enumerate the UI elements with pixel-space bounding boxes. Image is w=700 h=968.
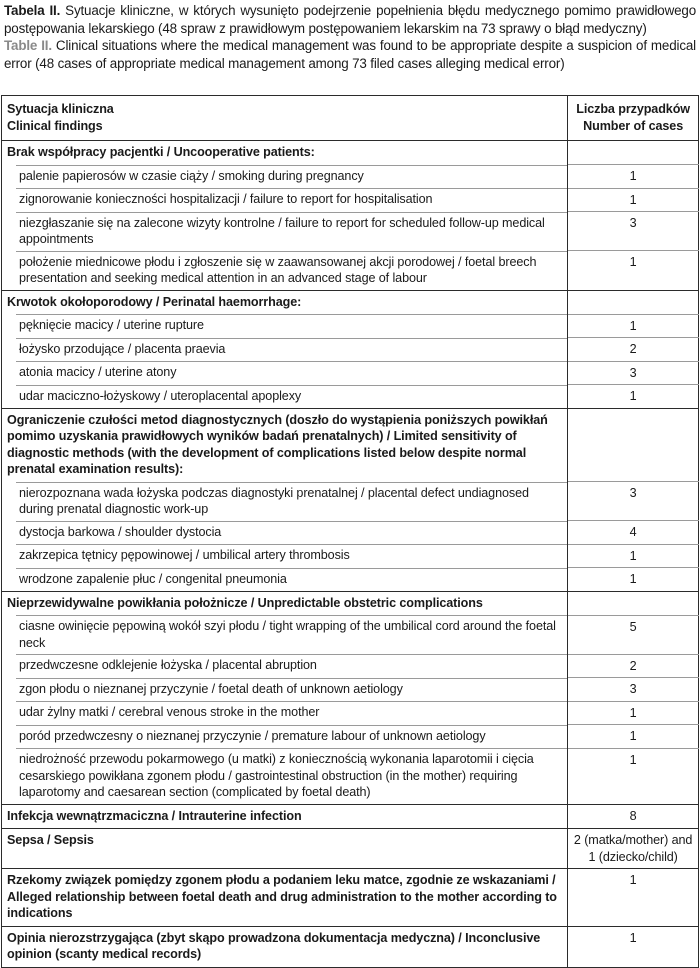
group-count: 8 (629, 808, 637, 823)
finding-label: niezgłaszanie się na zalecone wizyty kontrolne / failure to report for scheduled follow-up medical appointments (19, 215, 545, 246)
case-count: 3 (629, 216, 637, 230)
group-count-cell (568, 408, 699, 482)
finding-cell (2, 544, 568, 568)
table-row (2, 165, 699, 189)
caption-polish-label: Tabela II. (4, 3, 61, 18)
finding-cell (2, 385, 568, 409)
table-row (2, 521, 699, 545)
finding-cell (2, 212, 568, 251)
finding-label: zakrzepica tętnicy pępowinowej / umbilical artery thrombosis (19, 548, 350, 562)
group-title: Rzekomy związek pomiędzy zgonem płodu a podaniem leku matce, zgodnie ze wskazaniami / Alleged relationship between foetal death and drug administration to the mother according to indications (7, 873, 557, 920)
finding-label: dystocja barkowa / shoulder dystocia (19, 524, 222, 539)
finding-cell (2, 251, 568, 291)
group-row (2, 290, 699, 314)
finding-cell (2, 568, 568, 592)
group-title-cell (2, 926, 568, 967)
clinical-findings-table (1, 95, 699, 968)
case-count: 2 (629, 342, 637, 356)
finding-cell (2, 748, 568, 804)
case-count-cell (568, 544, 699, 568)
finding-label: zignorowanie konieczności hospitalizacji / failure to report for hospitalisation (19, 192, 433, 206)
case-count-cell (568, 748, 699, 804)
case-count-cell (568, 338, 699, 362)
finding-label: ciasne owinięcie pępowiną wokół szyi płodu / tight wrapping of the umbilical cord around the foetal neck (19, 619, 556, 650)
group-title: Nieprzewidywalne powikłania położnicze / Unpredictable obstetric complications (7, 595, 483, 610)
caption-english (4, 37, 696, 72)
finding-cell (2, 701, 568, 725)
case-count-cell (568, 188, 699, 212)
table-row (2, 748, 699, 804)
case-count: 1 (629, 729, 637, 743)
case-count: 5 (629, 619, 637, 634)
case-count-cell (568, 165, 699, 189)
group-row (2, 829, 699, 869)
case-count-cell (568, 521, 699, 545)
finding-label: palenie papierosów w czasie ciąży / smoking during pregnancy (19, 168, 364, 183)
case-count: 3 (629, 365, 637, 380)
group-title-cell (2, 869, 568, 927)
table-row (2, 361, 699, 385)
case-count: 2 (629, 658, 637, 673)
finding-cell (2, 521, 568, 545)
table-row (2, 544, 699, 568)
table-row (2, 725, 699, 749)
table-row (2, 314, 699, 338)
group-count: 2 (matka/mother) and 1 (dziecko/child) (573, 833, 693, 864)
group-row (2, 591, 699, 615)
group-count (568, 592, 698, 598)
case-count-cell (568, 654, 699, 678)
table-body (2, 141, 699, 968)
group-title-cell (2, 591, 568, 615)
group-row (2, 869, 699, 927)
group-count-cell (568, 290, 699, 314)
case-count-cell (568, 678, 699, 702)
finding-cell (2, 482, 568, 521)
case-count-cell (568, 725, 699, 749)
group-title-cell (2, 290, 568, 314)
finding-cell (2, 314, 568, 338)
finding-cell (2, 678, 568, 702)
group-count (568, 409, 698, 415)
group-title: Sepsa / Sepsis (7, 833, 94, 847)
group-title: Infekcja wewnątrzmaciczna / Intrauterine infection (7, 808, 302, 823)
table-row (2, 568, 699, 592)
table-row (2, 701, 699, 725)
case-count-cell (568, 361, 699, 385)
header-col1-polish: Sytuacja kliniczna (7, 102, 114, 116)
group-row (2, 408, 699, 482)
finding-label: zgon płodu o nieznanej przyczynie / foetal death of unknown aetiology (19, 681, 403, 696)
finding-label: pęknięcie macicy / uterine rupture (19, 318, 204, 332)
group-count: 1 (629, 873, 637, 887)
finding-label: poród przedwczesny o nieznanej przyczynie / premature labour of unknown aetiology (19, 728, 486, 743)
table-caption (0, 0, 700, 72)
table-row (2, 482, 699, 521)
case-count-cell (568, 212, 699, 251)
finding-label: położenie miednicowe płodu i zgłoszenie się w zaawansowanej akcji porodowej / foetal breech presentation and seeking medical attention in an advanced stage of labour (19, 254, 537, 285)
finding-label: przedwczesne odklejenie łożyska / placental abruption (19, 658, 317, 672)
case-count: 1 (629, 705, 637, 720)
table-row (2, 654, 699, 678)
group-row (2, 926, 699, 967)
case-count-cell (568, 701, 699, 725)
case-count: 4 (629, 525, 637, 539)
group-count-cell (568, 141, 699, 165)
finding-label: wrodzone zapalenie płuc / congenital pneumonia (19, 571, 287, 586)
case-count: 1 (629, 169, 637, 183)
caption-polish-text: Sytuacje kliniczne, w których wysunięto podejrzenie popełnienia błędu medycznego pomimo prawidłowego postępowania lekarskiego (48 spraw z prawidłowym postępowaniem lekarskim na 73 sprawy o błąd medyczny) (4, 3, 696, 36)
finding-cell (2, 338, 568, 362)
group-count-cell (568, 829, 699, 869)
finding-label: atonia macicy / uterine atony (19, 365, 177, 379)
table-row (2, 615, 699, 654)
header-clinical-findings (2, 96, 568, 141)
case-count: 1 (629, 255, 637, 269)
group-count-cell (568, 869, 699, 927)
group-title: Opinia nierozstrzygająca (zbyt skąpo prowadzona dokumentacja medyczna) / Inconclusive opinion (scanty medical records) (7, 930, 541, 961)
group-title: Brak współpracy pacjentki / Uncooperative patients: (7, 145, 315, 159)
caption-english-label: Table II. (4, 38, 52, 53)
finding-label: udar maciczno-łożyskowy / uteroplacental apoplexy (19, 388, 302, 403)
header-col2-english: Number of cases (583, 118, 684, 133)
group-title-cell (2, 829, 568, 869)
finding-cell (2, 725, 568, 749)
table-row (2, 338, 699, 362)
finding-label: niedrożność przewodu pokarmowego (u matki) z koniecznością wykonania laparotomii i cięcia cesarskiego powikłana zgonem płodu / gastrointestinal obstruction (in the mother) requiring laparotomy and caesarean section (complicated by foetal death) (19, 752, 534, 799)
case-count: 1 (629, 389, 637, 403)
group-count-cell (568, 804, 699, 829)
caption-english-text: Clinical situations where the medical management was found to be appropriate despite a suspicion of medical error (48 cases of appropriate medical management among 73 filed cases alleging medical error) (4, 38, 696, 71)
case-count-cell (568, 482, 699, 521)
group-row (2, 804, 699, 829)
finding-label: nierozpoznana wada łożyska podczas diagnostyki prenatalnej / placental defect undiagnosed during prenatal diagnostic work-up (19, 485, 529, 516)
caption-polish (4, 2, 696, 37)
table-row (2, 385, 699, 409)
table-row (2, 212, 699, 251)
case-count: 1 (629, 548, 637, 563)
group-row (2, 141, 699, 165)
finding-cell (2, 188, 568, 212)
case-count: 1 (629, 318, 637, 333)
case-count: 1 (629, 572, 637, 586)
header-col1-english: Clinical findings (7, 118, 103, 133)
group-title-cell (2, 804, 568, 829)
group-count-cell (568, 591, 699, 615)
group-title-cell (2, 141, 568, 165)
group-count-cell (568, 926, 699, 967)
header-number-of-cases (568, 96, 699, 141)
case-count-cell (568, 251, 699, 291)
finding-cell (2, 361, 568, 385)
table-row (2, 678, 699, 702)
case-count-cell (568, 615, 699, 654)
case-count-cell (568, 314, 699, 338)
finding-cell (2, 654, 568, 678)
group-count: 1 (629, 930, 637, 945)
header-col2-polish: Liczba przypadków (576, 102, 690, 116)
table-row (2, 251, 699, 291)
case-count: 3 (629, 486, 637, 500)
case-count-cell (568, 385, 699, 409)
group-title-cell (2, 408, 568, 482)
group-count (568, 141, 698, 147)
finding-label: udar żylny matki / cerebral venous stroke in the mother (19, 705, 320, 719)
table-header-row (2, 96, 699, 141)
finding-cell (2, 165, 568, 189)
group-count (568, 291, 698, 297)
table-row (2, 188, 699, 212)
case-count: 1 (629, 752, 637, 767)
case-count: 3 (629, 682, 637, 696)
case-count: 1 (629, 192, 637, 207)
group-title: Ograniczenie czułości metod diagnostycznych (doszło do wystąpienia poniższych powikłań pomimo uzyskania prawidłowych wyników badań prenatalnych) / Limited sensitivity of diagnostic methods (with the development of complications listed below despite normal prenatal examination results): (7, 412, 548, 476)
case-count-cell (568, 568, 699, 592)
group-title: Krwotok okołoporodowy / Perinatal haemorrhage: (7, 294, 302, 309)
finding-label: łożysko przodujące / placenta praevia (19, 341, 226, 356)
finding-cell (2, 615, 568, 654)
